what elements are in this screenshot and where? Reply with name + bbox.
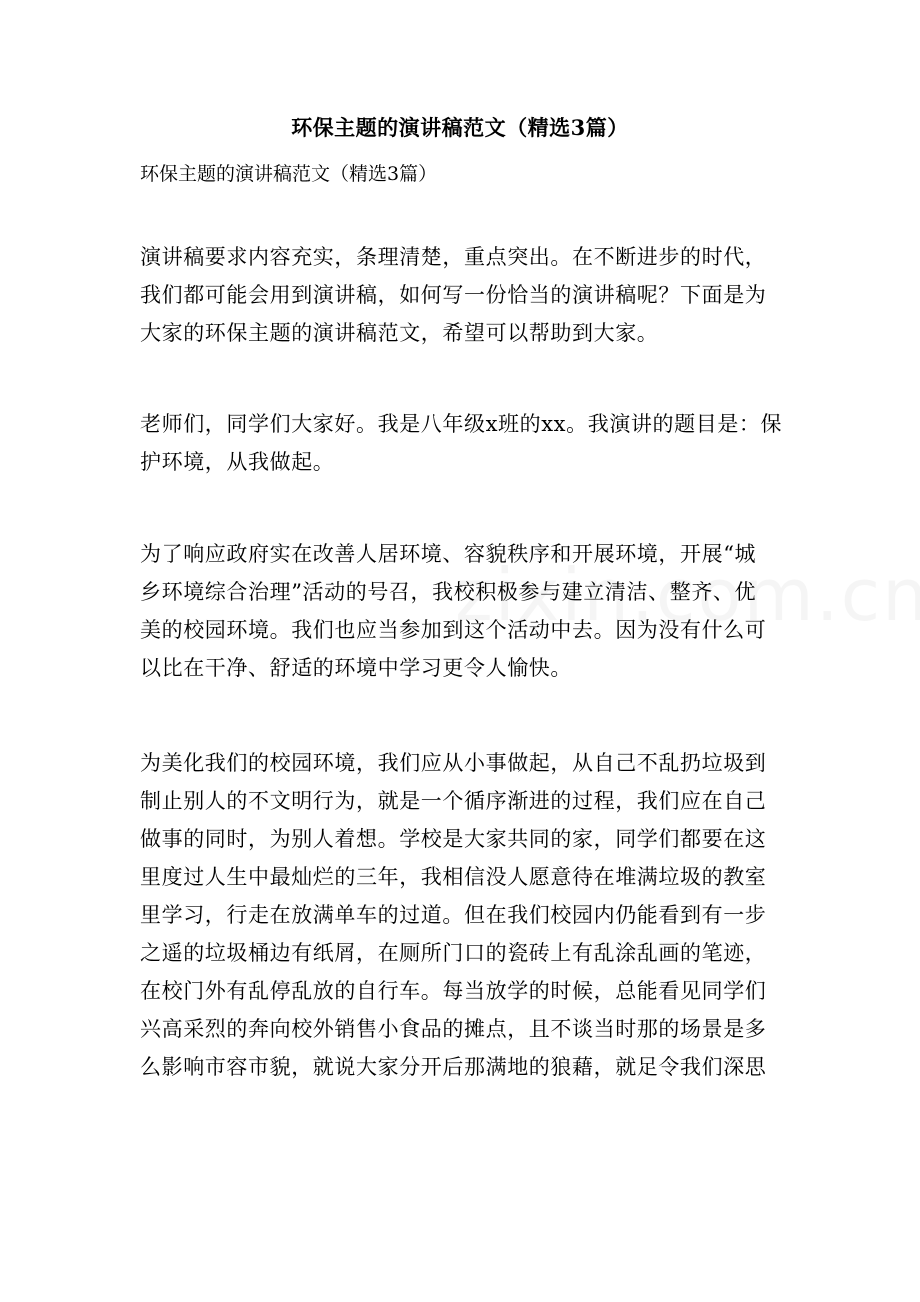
paragraph-line: 么影响市容市貌，就说大家分开后那满地的狼藉，就足令我们深思: [140, 1055, 767, 1079]
paragraph-line: 为美化我们的校园环境，我们应从小事做起，从自己不乱扔垃圾到: [140, 751, 767, 775]
paragraph-line: 里度过人生中最灿烂的三年，我相信没人愿意待在堆满垃圾的教室: [140, 865, 767, 889]
paragraph-line: 演讲稿要求内容充实，条理清楚，重点突出。在不断进步的时代，: [140, 245, 767, 269]
paragraph-line: 里学习，行走在放满单车的过道。但在我们校园内仍能看到有一步: [140, 903, 767, 927]
paragraph-line: 大家的环保主题的演讲稿范文，希望可以帮助到大家。: [140, 321, 659, 345]
paragraph-campaign: [140, 535, 800, 687]
paragraph-line: 乡环境综合治理”活动的号召，我校积极参与建立清洁、整齐、优: [140, 580, 757, 604]
paragraph-campus: [140, 744, 800, 1086]
paragraph-line: 在校门外有乱停乱放的自行车。每当放学的时候，总能看见同学们: [140, 979, 767, 1003]
paragraph-line: 之遥的垃圾桶边有纸屑，在厕所门口的瓷砖上有乱涂乱画的笔迹，: [140, 941, 767, 965]
paragraph-line: 我们都可能会用到演讲稿，如何写一份恰当的演讲稿呢？下面是为: [140, 283, 767, 307]
paragraph-line: 美的校园环境。我们也应当参加到这个活动中去。因为没有什么可: [140, 618, 767, 642]
paragraph-line: 以比在干净、舒适的环境中学习更令人愉快。: [140, 656, 572, 680]
paragraph-line: 制止别人的不文明行为，就是一个循序渐进的过程，我们应在自己: [140, 789, 767, 813]
document-subtitle: 环保主题的演讲稿范文（精选3篇）: [140, 163, 438, 185]
paragraph-line: 做事的同时，为别人着想。学校是大家共同的家，同学们都要在这: [140, 827, 767, 851]
paragraph-line: 老师们，同学们大家好。我是八年级x班的xx。我演讲的题目是：保: [140, 412, 783, 436]
paragraph-line: 为了响应政府实在改善人居环境、容貌秩序和开展环境，开展“城: [140, 542, 757, 566]
paragraph-line: 兴高采烈的奔向校外销售小食品的摊点，且不谈当时那的场景是多: [140, 1017, 767, 1041]
paragraph-greeting: [140, 405, 800, 481]
paragraph-line: 护环境，从我做起。: [140, 450, 335, 474]
paragraph-intro: [140, 238, 800, 352]
document-title: 环保主题的演讲稿范文（精选3篇）: [291, 115, 629, 140]
